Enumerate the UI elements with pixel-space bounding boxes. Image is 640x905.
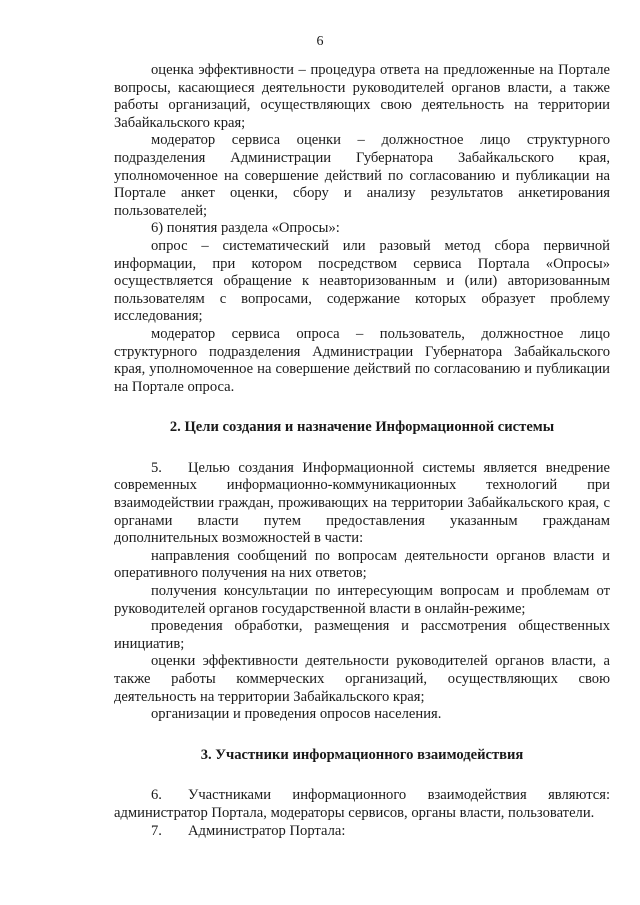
paragraph-item-6 (114, 787, 610, 822)
paragraph-evaluation: оценки эффективности деятельности руководителей органов власти, а также работы коммерческих организаций, осуществляющих свою деятельность на территории Забайкальского края; (114, 653, 610, 705)
item-text: Участниками информационного взаимодействия являются: администратор Портала, модераторы сервисов, органы власти, пользователи. (114, 787, 610, 821)
paragraph-initiatives: проведения обработки, размещения и рассмотрения общественных инициатив; (114, 618, 610, 652)
paragraph-poll-moderator: модератор сервиса опроса – пользователь, должностное лицо структурного подразделения Администрации Губернатора Забайкальского края, уполномоченное на совершение действий по согласованию и публикации на Портале опроса. (114, 325, 610, 395)
paragraph-consultations: получения консультации по интересующим вопросам и проблемам от руководителей органов государственной власти в онлайн-режиме; (114, 583, 610, 617)
section-heading-2: 2. Цели создания и назначение Информационной системы (169, 419, 555, 436)
paragraph-polls-concepts: 6) понятия раздела «Опросы»: (151, 220, 340, 237)
paragraph-item-5 (114, 460, 610, 548)
document-body (114, 62, 610, 840)
section-heading-3: 3. Участники информационного взаимодействия (200, 746, 524, 763)
item-number: 5. (151, 459, 162, 476)
paragraph-rating-definition: оценка эффективности – процедура ответа на предложенные на Портале вопросы, касающиеся деятельности руководителей органов власти, а также работы организаций, осуществляющих свою деятельность на территории Забайкальского края; (114, 62, 610, 131)
page-number: 6 (316, 34, 324, 49)
paragraph-poll-definition: опрос – систематический или разовый метод сбора первичной информации, при котором посредством сервиса Портала «Опросы» осуществляется обращение к неавторизованным и (или) авторизованным пользователям с вопросами, содержание которых образует проблему исследования; (114, 237, 610, 325)
paragraph-rating-moderator: модератор сервиса оценки – должностное лицо структурного подразделения Администрации Губернатора Забайкальского края, уполномоченное на совершение действий по согласованию и публикации на Портале анкет оценки, сбору и анализу результатов анкетирования пользователей; (114, 132, 610, 219)
item-text: Администратор Портала: (188, 822, 346, 839)
paragraph-item-7 (114, 823, 610, 841)
item-number: 6. (151, 787, 162, 804)
paragraph-surveys: организации и проведения опросов населения. (151, 706, 442, 723)
item-number: 7. (151, 822, 162, 839)
item-text: Целью создания Информационной системы является внедрение современных информационно-коммуникационных технологий при взаимодействии граждан, проживающих на территории Забайкальского края, с органами власти путем предоставления указанным гражданам дополнительных возможностей в части: (114, 459, 610, 547)
paragraph-messages: направления сообщений по вопросам деятельности органов власти и оперативного получения на них ответов; (114, 547, 610, 582)
